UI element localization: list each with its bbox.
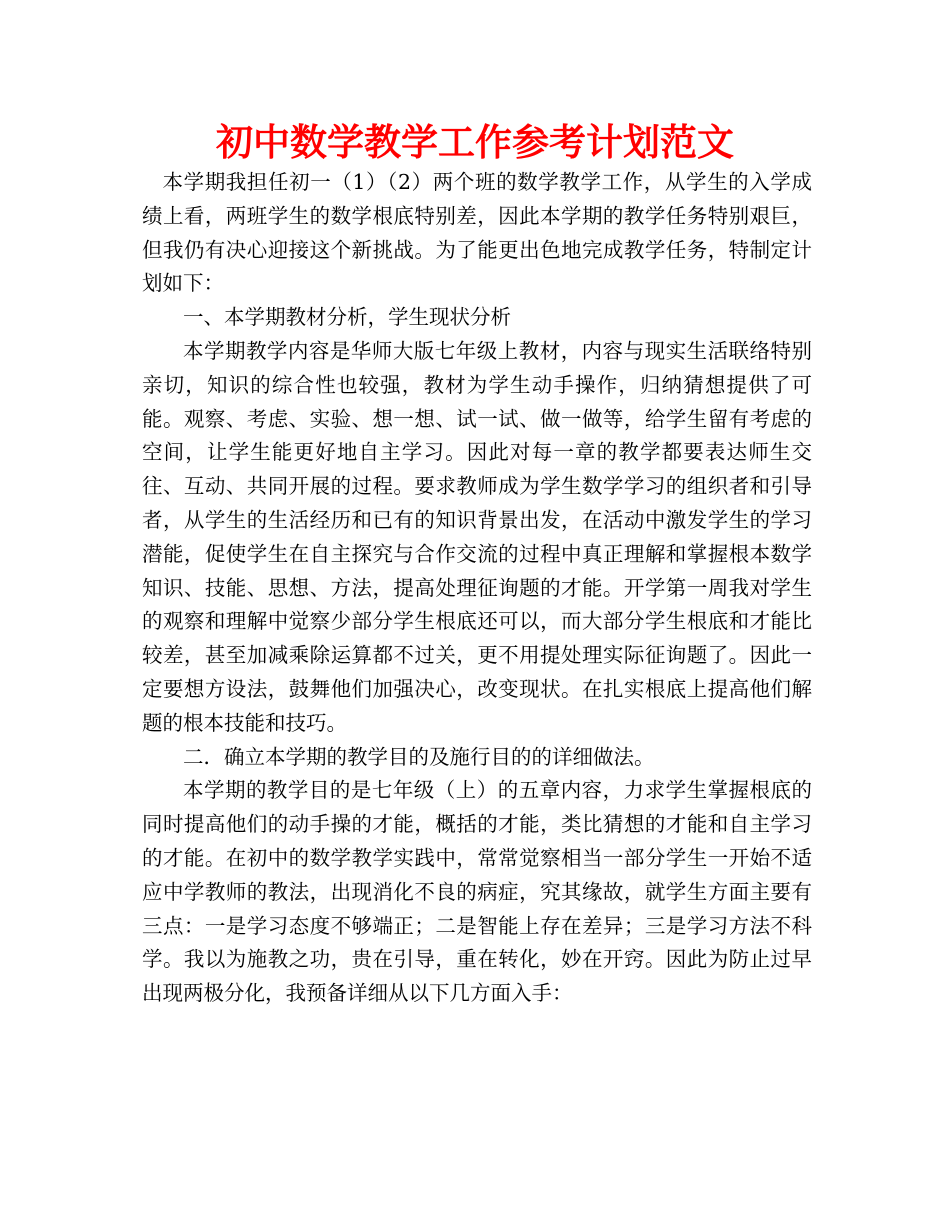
document-title: 初中数学教学工作参考计划范文 — [216, 121, 734, 164]
paragraph-section-2: 本学期的教学目的是七年级（上）的五章内容，力求学生掌握根底的同时提高他们的动手操的才能，概括的才能，类比猜想的才能和自主学习的才能。在初中的数学教学实践中，常常觉察相当一部分学生一开始不适应中学教师的教法，出现消化不良的病症，究其缘故，就学生方面主要有三点：一是学习态度不够端正；二是智能上存在差异；三是学习方法不科学。我以为施教之功，贵在引导，重在转化，妙在开窍。因此为防止过早出现两极分化，我预备详细从以下几方面入手： — [142, 778, 812, 1006]
section-heading-2: 二．确立本学期的教学目的及施行目的的详细做法。 — [183, 744, 655, 769]
document-body — [142, 166, 812, 1011]
paragraph-section-1: 本学期教学内容是华师大版七年级上教材，内容与现实生活联络特别亲切，知识的综合性也较强，教材为学生动手操作，归纳猜想提供了可能。观察、考虑、实验、想一想、试一试、做一做等，给学生留有考虑的空间，让学生能更好地自主学习。因此对每一章的教学都要表达师生交往、互动、共同开展的过程。要求教师成为学生数学学习的组织者和引导者，从学生的生活经历和已有的知识背景出发，在活动中激发学生的学习潜能，促使学生在自主探究与合作交流的过程中真正理解和掌握根本数学知识、技能、思想、方法，提高处理征询题的才能。开学第一周我对学生的观察和理解中觉察少部分学生根底还可以，而大部分学生根底和才能比较差，甚至加减乘除运算都不过关，更不用提处理实际征询题了。因此一定要想方设法，鼓舞他们加强决心，改变现状。在扎实根底上提高他们解题的根本技能和技巧。 — [142, 338, 812, 735]
paragraph-intro: 本学期我担任初一（1）（2）两个班的数学教学工作，从学生的入学成绩上看，两班学生的数学根底特别差，因此本学期的教学任务特别艰巨，但我仍有决心迎接这个新挑战。为了能更出色地完成教学任务，特制定计划如下： — [142, 170, 812, 296]
section-heading-1: 一、本学期教材分析，学生现状分析 — [183, 305, 511, 330]
